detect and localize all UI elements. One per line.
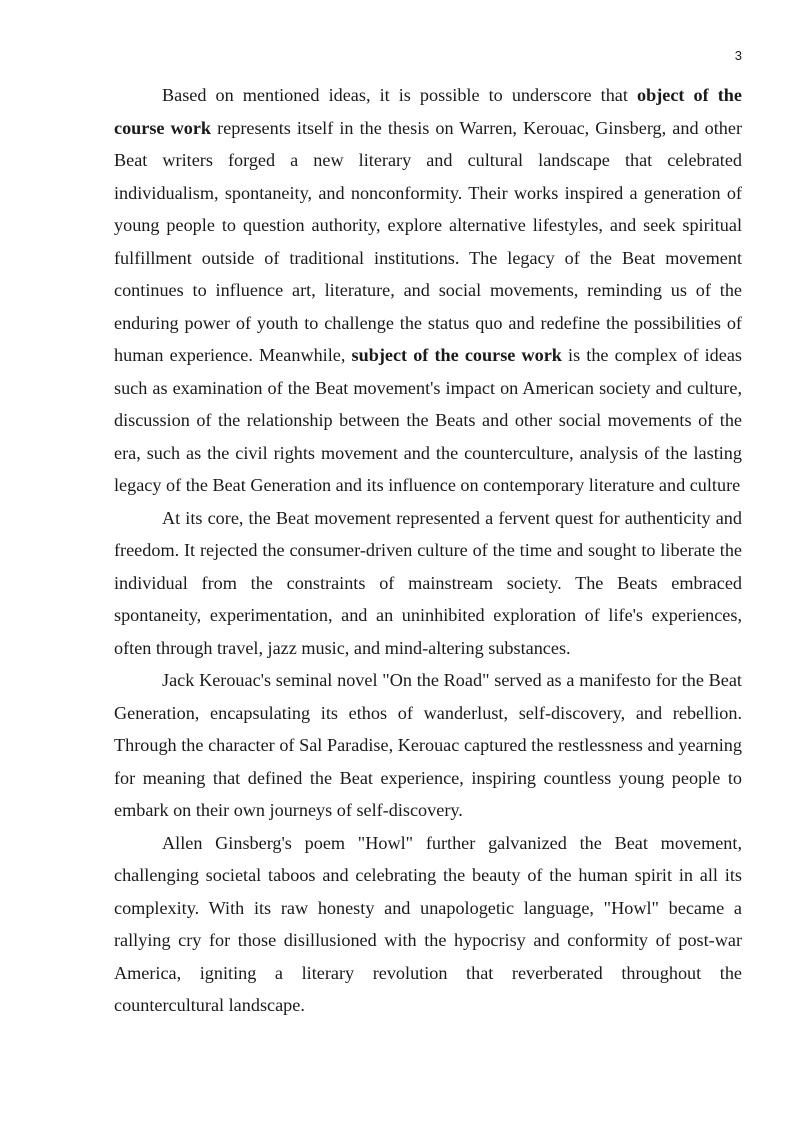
paragraph-object-subject bbox=[114, 79, 742, 502]
paragraph-ginsberg bbox=[114, 827, 742, 1022]
paragraph-text: represents itself in the thesis on Warren, Kerouac, Ginsberg, and other Beat writers forged a new literary and cultural landscape that celebrated individualism, spontaneity, and nonconformity. Their works inspired a generation of young people to question authority, explore alternative lifestyles, and seek spiritual fulfillment outside of traditional institutions. The legacy of the Beat movement continues to influence art, literature, and social movements, reminding us of the enduring power of youth to challenge the status quo and redefine the possibilities of human experience. Meanwhile, bbox=[114, 117, 742, 365]
paragraph-core bbox=[114, 502, 742, 665]
paragraph-text: Jack Kerouac's seminal novel "On the Road" served as a manifesto for the Beat Generation, encapsulating its ethos of wanderlust, self-discovery, and rebellion. Through the character of Sal Paradise, Kerouac captured the restlessness and yearning for meaning that defined the Beat experience, inspiring countless young people to embark on their own journeys of self-discovery. bbox=[114, 670, 742, 820]
paragraph-text: At its core, the Beat movement represented a fervent quest for authenticity and freedom. It rejected the consumer-driven culture of the time and sought to liberate the individual from the constraints of mainstream society. The Beats embraced spontaneity, experimentation, and an uninhibited exploration of life's experiences, often through travel, jazz music, and mind-altering substances. bbox=[114, 507, 742, 658]
document-body bbox=[114, 79, 742, 1022]
paragraph-text: Based on mentioned ideas, it is possible to underscore that bbox=[162, 85, 637, 105]
paragraph-kerouac bbox=[114, 664, 742, 827]
paragraph-text: Allen Ginsberg's poem "Howl" further galvanized the Beat movement, challenging societal taboos and celebrating the beauty of the human spirit in all its complexity. With its raw honesty and unapologetic language, "Howl" became a rallying cry for those disillusioned with the hypocrisy and conformity of post-war America, igniting a literary revolution that reverberated throughout the countercultural landscape. bbox=[114, 832, 742, 1015]
paragraph-text: is the complex of ideas such as examination of the Beat movement's impact on American society and culture, discussion of the relationship between the Beats and other social movements of the era, such as the civil rights movement and the counterculture, analysis of the lasting legacy of the Beat Generation and its influence on contemporary literature and culture bbox=[114, 345, 742, 495]
bold-phrase-subject: subject of the course work bbox=[351, 345, 562, 365]
bold-phrase-object: object of the course work bbox=[114, 85, 742, 138]
page-number: 3 bbox=[734, 48, 742, 63]
